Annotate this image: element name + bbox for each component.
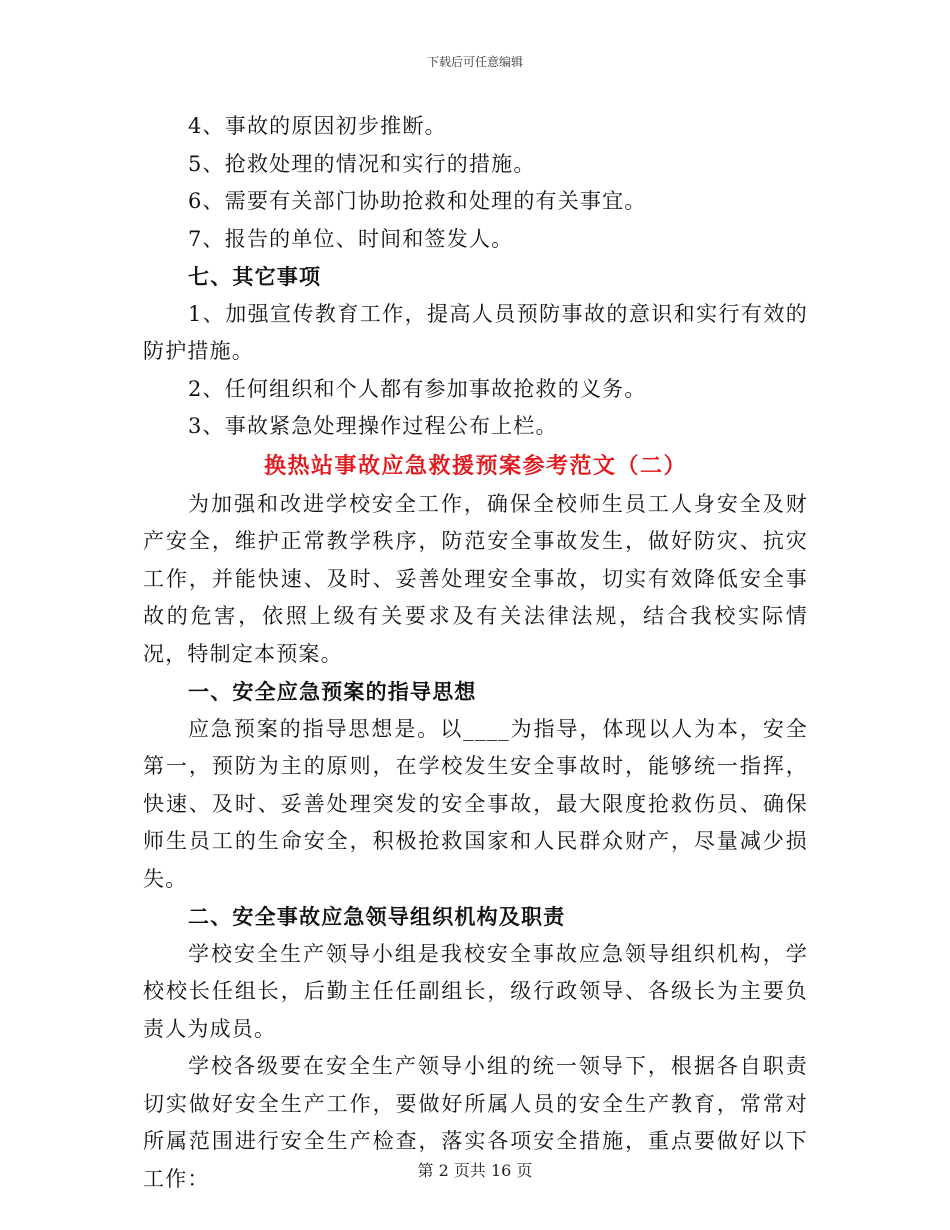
section-7-title: 七、其它事项 xyxy=(188,264,322,289)
section-1-title: 一、安全应急预案的指导思想 xyxy=(188,679,477,704)
section-7-item-3: 3、事故紧急处理操作过程公布上栏。 xyxy=(188,414,558,438)
section-7-item-1: 1、加强宣传教育工作，提高人员预防事故的意识和实行有效的防护措施。 xyxy=(143,301,808,363)
list-item-7: 7、报告的单位、时间和签发人。 xyxy=(188,226,514,251)
section-1-body: 应急预案的指导思想是。以____为指导，体现以人为本，安全第一，预防为主的原则，在学校发生安全事故时，能够统一指挥，快速、及时、妥善处理突发的安全事故，最大限度抢救伤员、确保师生员工的生命安全，积极抢救国家和人民群众财产，尽量减少损失。 xyxy=(143,716,808,891)
section-7-item-2: 2、任何组织和个人都有参加事故抢救的义务。 xyxy=(188,376,647,401)
page-header: 下载后可任意编辑 xyxy=(426,55,523,69)
list-item-4: 4、事故的原因初步推断。 xyxy=(188,114,447,138)
document-body xyxy=(143,108,808,1198)
article-intro: 为加强和改进学校安全工作，确保全校师生员工人身安全及财产安全，维护正常教学秩序，防范安全事故发生，做好防灾、抗灾工作，并能快速、及时、妥善处理安全事故，切实有效降低安全事故的危害，依照上级有关要求及有关法律法规，结合我校实际情况，特制定本预案。 xyxy=(143,491,808,666)
section-2-para-2: 学校各级要在安全生产领导小组的统一领导下，根据各自职责切实做好安全生产工作，要做好所属人员的安全生产教育，常常对所属范围进行安全生产检查，落实各项安全措施，重点要做好以下工作： xyxy=(143,1054,808,1191)
list-item-5: 5、抢救处理的情况和实行的措施。 xyxy=(188,151,536,176)
list-item-6: 6、需要有关部门协助抢救和处理的有关事宜。 xyxy=(188,189,647,213)
page-footer: 第 2 页共 16 页 xyxy=(417,1161,533,1180)
article-title: 换热站事故应急救援预案参考范文（二） xyxy=(263,452,687,479)
section-2-title: 二、安全事故应急领导组织机构及职责 xyxy=(188,904,566,929)
section-2-para-1: 学校安全生产领导小组是我校安全事故应急领导组织机构，学校校长任组长，后勤主任任副组长，级行政领导、各级长为主要负责人为成员。 xyxy=(143,941,808,1041)
